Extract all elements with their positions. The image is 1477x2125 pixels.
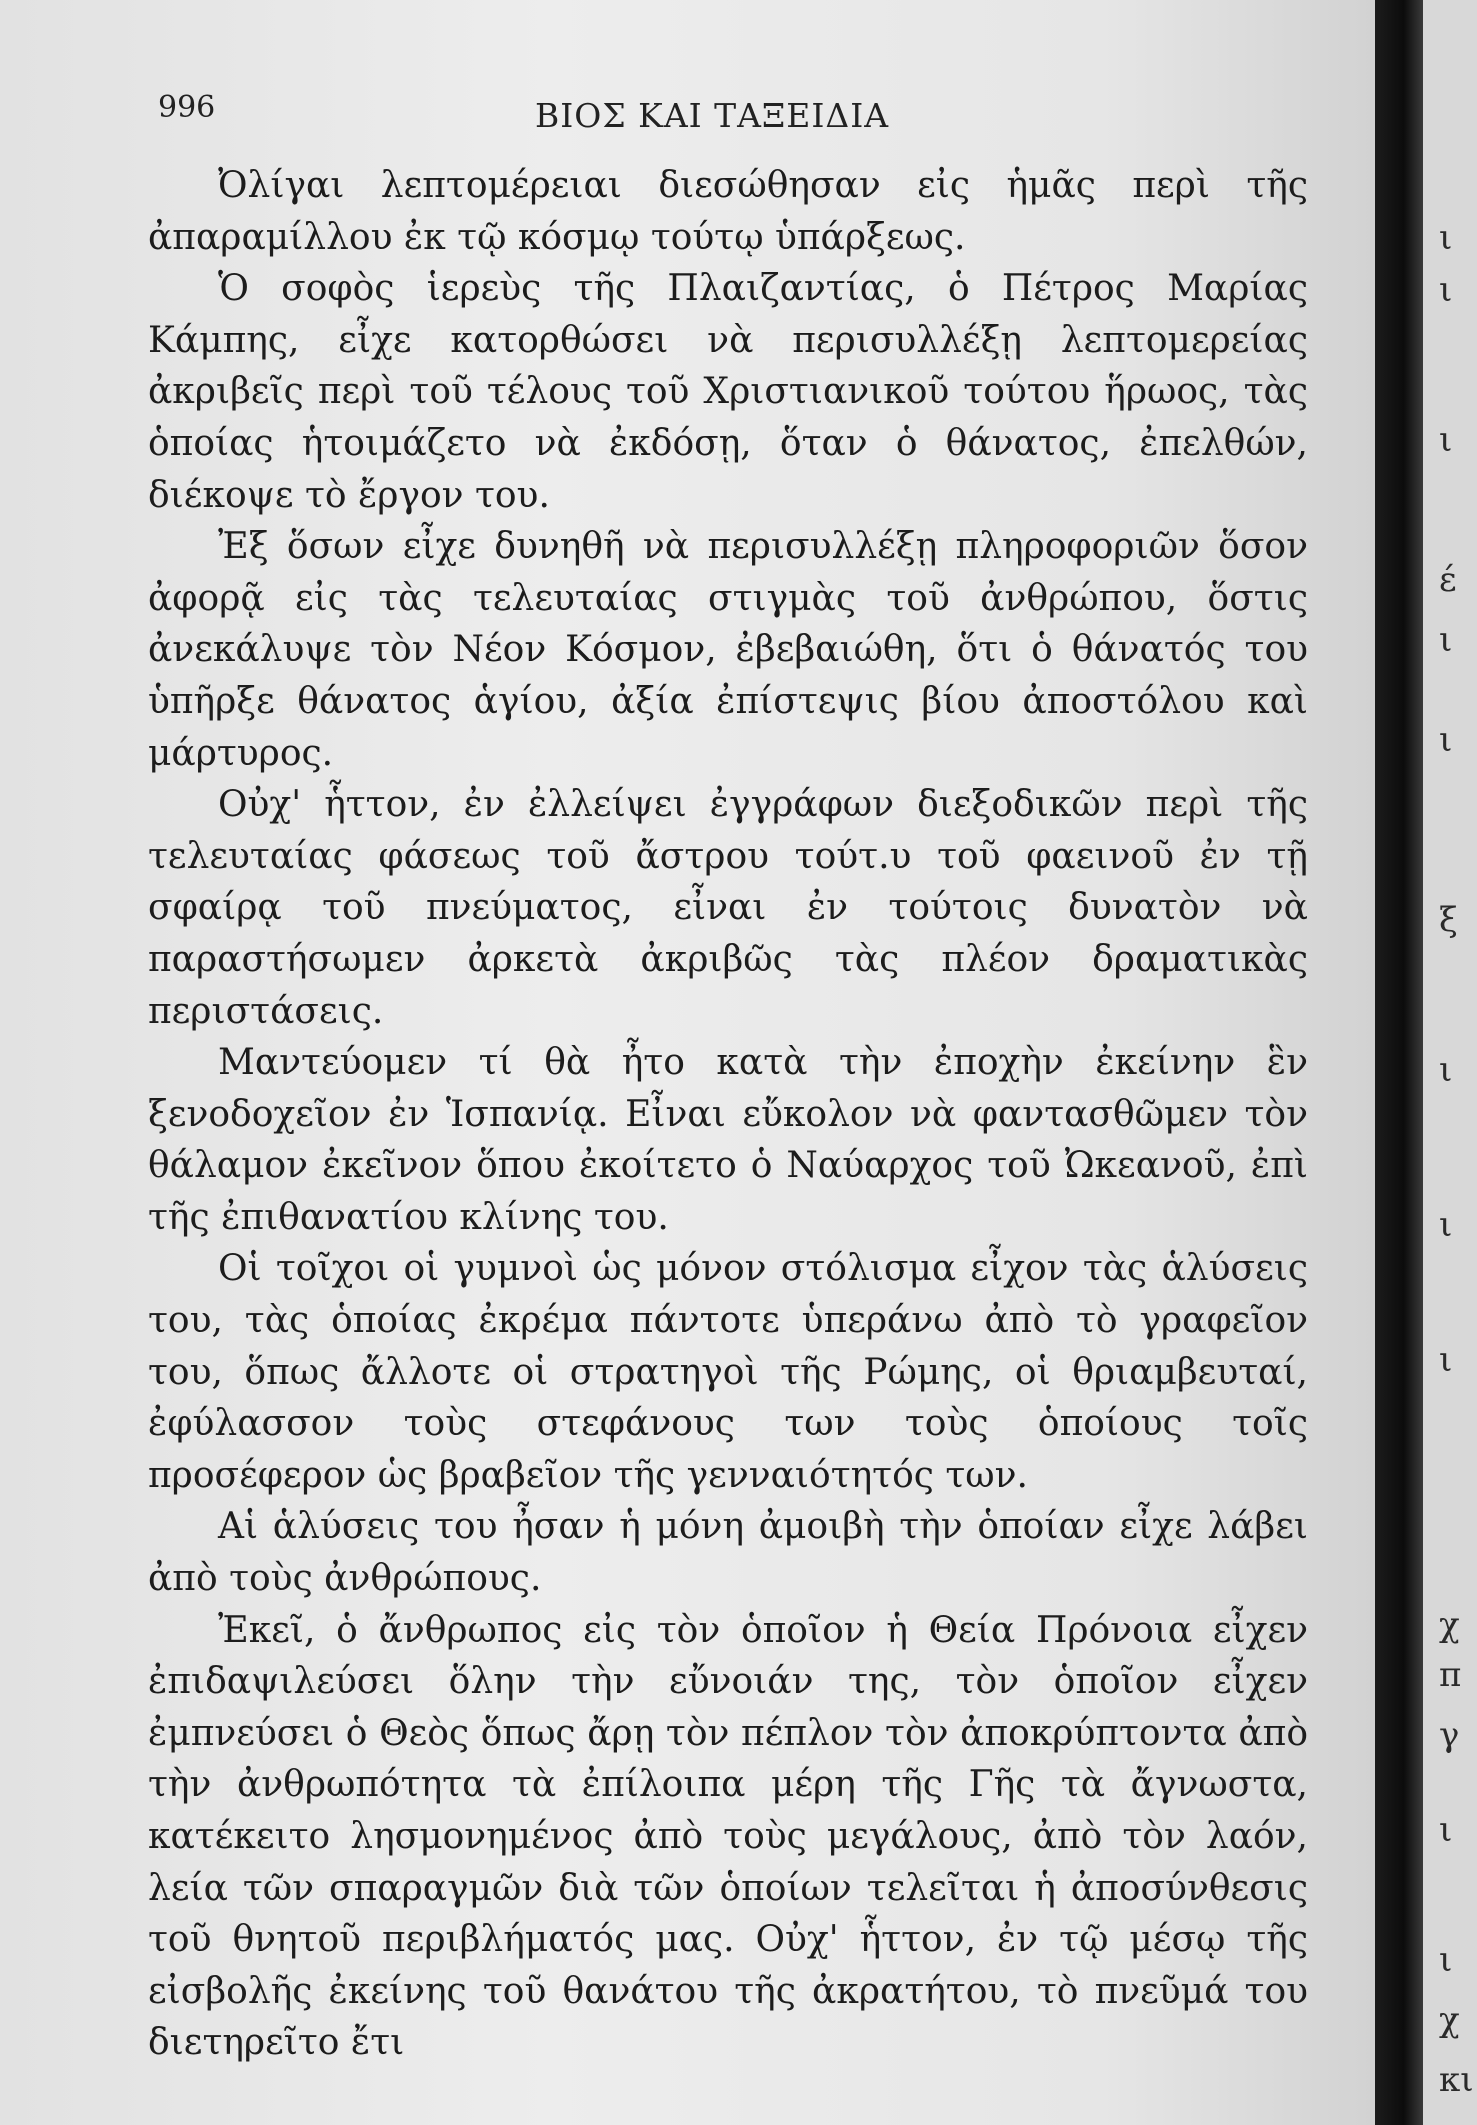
facing-page-char: ι xyxy=(1439,1940,1453,1980)
facing-page-char: ι xyxy=(1439,1050,1453,1090)
facing-page-char: ι xyxy=(1439,1205,1453,1245)
facing-page-edge xyxy=(1423,0,1477,2125)
paragraph: Ὀλίγαι λεπτομέρειαι διεσώθησαν εἰς ἡμᾶς περὶ τῆς ἀπαραμίλλου ἐκ τῷ κόσμῳ τούτῳ ὑπάρξεως. xyxy=(148,165,1308,258)
facing-page-char: χ xyxy=(1439,1605,1460,1645)
facing-page-char: ξ xyxy=(1439,900,1458,940)
facing-page-char: ι xyxy=(1439,1340,1453,1380)
paragraph: Ἐκεῖ, ὁ ἄνθρωπος εἰς τὸν ὁποῖον ἡ Θεία Πρόνοια εἶχεν ἐπιδαψιλεύσει ὅλην τὴν εὔνοιάν της, τὸν ὁποῖον εἶχεν ἐμπνεύσει ὁ Θεὸς ὅπως ἄρῃ τὸν πέπλον τὸν ἀποκρύπτοντα ἀπὸ τὴν ἀνθρωπότητα τὰ ἐπίλοιπα μέρη τῆς Γῆς τὰ ἄγνωστα, κατέκειτο λησμονημένος ἀπὸ τοὺς μεγάλους, ἀπὸ τὸν λαόν, λεία τῶν σπαραγμῶν διὰ τῶν ὁποίων τελεῖται ἡ ἀποσύνθεσις τοῦ θνητοῦ περιβλήματός μας. Οὐχ' ἧττον, ἐν τῷ μέσῳ τῆς εἰσβολῆς ἐκείνης τοῦ θανάτου τῆς ἀκρατήτου, τὸ πνεῦμά του διετηρεῖτο ἔτι xyxy=(148,1609,1308,2064)
page-number: 996 xyxy=(158,90,216,125)
facing-page-char: ι xyxy=(1439,270,1453,310)
facing-page-char: χ xyxy=(1439,2000,1460,2040)
running-title: ΒΙΟΣ ΚΑΙ ΤΑΞΕΙΔΙΑ xyxy=(535,96,890,135)
body-text xyxy=(148,160,1308,2069)
paragraph: Μαντεύομεν τί θὰ ἦτο κατὰ τὴν ἐποχὴν ἐκείνην ἓν ξενοδοχεῖον ἐν Ἱσπανίᾳ. Εἶναι εὔκολον νὰ φαντασθῶμεν τὸν θάλαμον ἐκεῖνον ὅπου ἐκοίτετο ὁ Ναύαρχος τοῦ Ὠκεανοῦ, ἐπὶ τῆς ἐπιθανατίου κλίνης του. xyxy=(148,1042,1308,1238)
facing-page-char: ι xyxy=(1439,1810,1453,1850)
facing-page-char: γ xyxy=(1439,1715,1460,1755)
facing-page-char: π xyxy=(1439,1655,1462,1695)
paragraph: Οὐχ' ἧττον, ἐν ἐλλείψει ἐγγράφων διεξοδικῶν περὶ τῆς τελευταίας φάσεως τοῦ ἄστρου τούτ.υ τοῦ φαεινοῦ ἐν τῇ σφαίρᾳ τοῦ πνεύματος, εἶναι ἐν τούτοις δυνατὸν νὰ παραστήσωμεν ἀρκετὰ ἀκριβῶς τὰς πλέον δραματικὰς περιστάσεις. xyxy=(148,784,1308,1032)
facing-page-char: έ xyxy=(1439,560,1457,600)
facing-page-char: κι xyxy=(1439,2060,1474,2100)
paragraph: Ὁ σοφὸς ἱερεὺς τῆς Πλαιζαντίας, ὁ Πέτρος Μαρίας Κάμπης, εἶχε κατορθώσει νὰ περισυλλέξῃ λεπτομερείας ἀκριβεῖς περὶ τοῦ τέλους τοῦ Χριστιανικοῦ τούτου ἥρωος, τὰς ὁποίας ἡτοιμάζετο νὰ ἐκδόσῃ, ὅταν ὁ θάνατος, ἐπελθών, διέκοψε τὸ ἔργον του. xyxy=(148,268,1308,516)
book-gutter xyxy=(1375,0,1423,2125)
paragraph: Ἐξ ὅσων εἶχε δυνηθῆ νὰ περισυλλέξῃ πληροφοριῶν ὅσον ἀφορᾷ εἰς τὰς τελευταίας στιγμὰς τοῦ ἀνθρώπου, ὅστις ἀνεκάλυψε τὸν Νέον Κόσμον, ἐβεβαιώθη, ὅτι ὁ θάνατός του ὑπῆρξε θάνατος ἁγίου, ἀξία ἐπίστεψις βίου ἀποστόλου καὶ μάρτυρος. xyxy=(148,526,1308,774)
page-header xyxy=(150,88,1300,148)
facing-page-char: ι xyxy=(1439,620,1453,660)
facing-page-char: ι xyxy=(1439,218,1453,258)
paragraph: Οἱ τοῖχοι οἱ γυμνοὶ ὡς μόνον στόλισμα εἶχον τὰς ἁλύσεις του, τὰς ὁποίας ἐκρέμα πάντοτε ὑπεράνω ἀπὸ τὸ γραφεῖον του, ὅπως ἄλλοτε οἱ στρατηγοὶ τῆς Ρώμης, οἱ θριαμβευταί, ἐφύλασσον τοὺς στεφάνους των τοὺς ὁποίους τοῖς προσέφερον ὡς βραβεῖον τῆς γενναιότητός των. xyxy=(148,1248,1308,1496)
facing-page-char: ι xyxy=(1439,420,1453,460)
facing-page-char: ι xyxy=(1439,720,1453,760)
paragraph: Αἱ ἁλύσεις του ἦσαν ἡ μόνη ἀμοιβὴ τὴν ὁποίαν εἶχε λάβει ἀπὸ τοὺς ἀνθρώπους. xyxy=(148,1506,1308,1600)
